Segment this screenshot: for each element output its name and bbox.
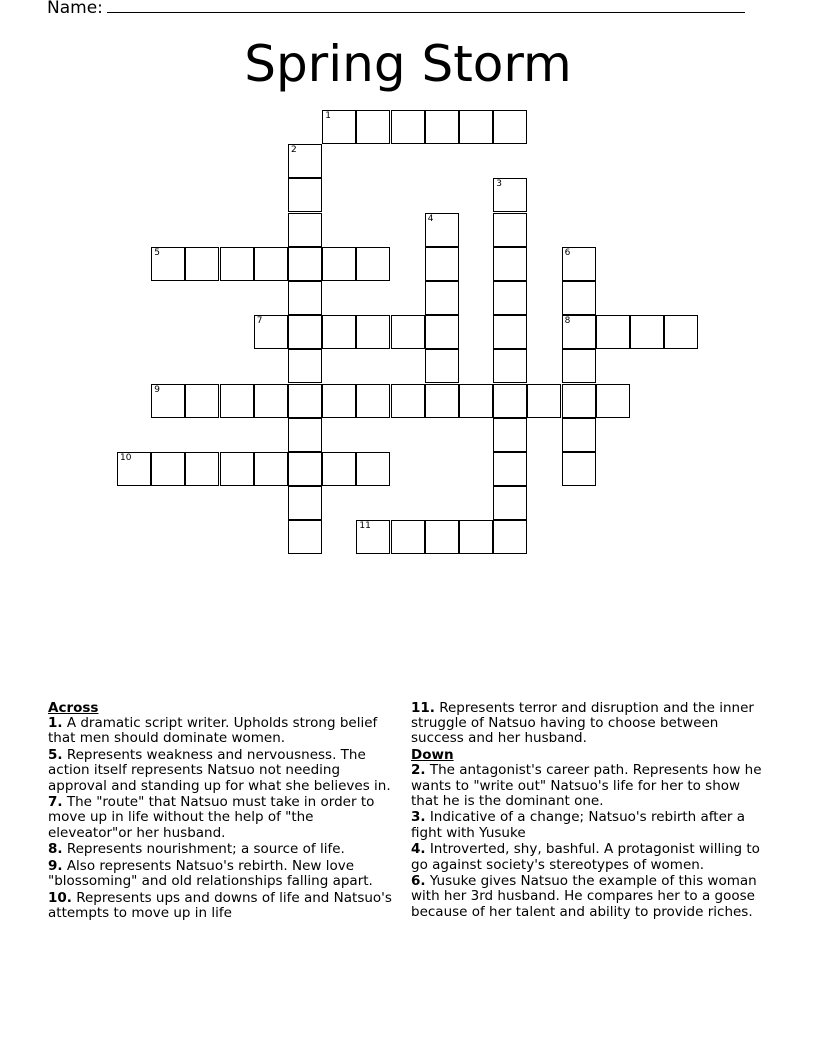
clue-number: 10 xyxy=(120,453,132,463)
clue-text: The antagonist's career path. Represents how he wants to "write out" Natsuo's life for her to show that he is the dominant one. xyxy=(411,762,762,809)
clue-text: Indicative of a change; Natsuo's rebirth after a fight with Yusuke xyxy=(411,809,746,841)
grid-cell[interactable] xyxy=(356,384,390,418)
clue-item xyxy=(48,842,400,857)
clue-text: Represents terror and disruption and the inner struggle of Natsuo having to choose between success and her husband. xyxy=(411,700,754,747)
grid-cell[interactable] xyxy=(562,452,596,486)
clue-text: Represents ups and downs of life and Natsuo's attempts to move up in life xyxy=(48,889,392,922)
grid-cell[interactable] xyxy=(425,315,459,349)
grid-cell[interactable] xyxy=(493,315,527,349)
grid-cell[interactable] xyxy=(493,486,527,520)
grid-cell[interactable] xyxy=(288,178,322,212)
grid-cell[interactable] xyxy=(493,110,527,144)
grid-cell[interactable] xyxy=(322,110,356,144)
clue-item xyxy=(411,810,771,840)
grid-cell[interactable] xyxy=(288,247,322,281)
grid-cell[interactable] xyxy=(220,384,254,418)
grid-cell[interactable] xyxy=(630,315,664,349)
grid-cell[interactable] xyxy=(151,247,185,281)
clue-number-label: 4. xyxy=(411,841,426,858)
grid-cell[interactable] xyxy=(425,384,459,418)
clue-number-label: 7. xyxy=(48,794,63,811)
grid-cell[interactable] xyxy=(185,247,219,281)
clue-number: 11 xyxy=(359,521,371,532)
down-heading: Down xyxy=(411,747,454,764)
clue-number: 3 xyxy=(496,179,502,190)
clue-number: 5 xyxy=(154,247,160,258)
clue-item xyxy=(48,891,400,921)
puzzle-title: Spring Storm xyxy=(244,35,572,93)
clue-number-label: 2. xyxy=(411,762,426,779)
clue-number-label: 5. xyxy=(48,747,63,764)
grid-cell[interactable] xyxy=(254,384,288,418)
clue-item xyxy=(411,874,771,920)
grid-cell[interactable] xyxy=(425,110,459,144)
grid-cell[interactable] xyxy=(562,247,596,281)
clue-number-label: 10. xyxy=(48,889,72,906)
grid-cell[interactable] xyxy=(425,247,459,281)
clue-text: The "route" that Natsuo must take in order to move up in life without the help of "the eleveator"or her husband. xyxy=(48,794,375,841)
grid-cell[interactable] xyxy=(288,452,322,486)
grid-cell[interactable] xyxy=(322,247,356,281)
grid-cell[interactable] xyxy=(493,178,527,212)
grid-cell[interactable] xyxy=(664,315,698,349)
grid-cell[interactable] xyxy=(527,384,561,418)
grid-cell[interactable] xyxy=(493,247,527,281)
clue-number: 4 xyxy=(427,213,434,224)
grid-cell[interactable] xyxy=(493,349,527,383)
clue-number-label: 11. xyxy=(411,700,435,716)
grid-cell[interactable] xyxy=(288,315,322,349)
grid-cell[interactable] xyxy=(322,384,356,418)
name-label: Name: xyxy=(47,0,103,18)
clue-item xyxy=(411,842,771,872)
clue-number: 7 xyxy=(256,316,263,327)
grid-cell[interactable] xyxy=(185,452,219,486)
grid-cell[interactable] xyxy=(288,486,322,520)
clue-text: Yusuke gives Natsuo the example of this woman with her 3rd husband. He compares her to a goose because of her talent and ability to provide riches. xyxy=(411,873,757,920)
grid-cell[interactable] xyxy=(596,315,630,349)
clue-number: 8 xyxy=(564,316,571,327)
clue-item xyxy=(48,748,400,794)
clue-number-label: 8. xyxy=(48,841,63,858)
grid-cell[interactable] xyxy=(459,384,493,418)
grid-cell[interactable] xyxy=(254,452,288,486)
grid-cell[interactable] xyxy=(220,247,254,281)
clue-number: 9 xyxy=(154,384,160,395)
grid-cell[interactable] xyxy=(288,520,322,554)
grid-cell[interactable] xyxy=(493,384,527,418)
grid-cell[interactable] xyxy=(493,520,527,554)
grid-cell[interactable] xyxy=(493,452,527,486)
grid-cell[interactable] xyxy=(356,110,390,144)
grid-cell[interactable] xyxy=(425,281,459,315)
grid-cell[interactable] xyxy=(254,247,288,281)
grid-cell[interactable] xyxy=(425,520,459,554)
clue-item xyxy=(48,859,400,889)
grid-cell[interactable] xyxy=(391,520,425,554)
grid-cell[interactable] xyxy=(391,315,425,349)
grid-cell[interactable] xyxy=(391,110,425,144)
grid-cell[interactable] xyxy=(288,213,322,247)
grid-cell[interactable] xyxy=(562,349,596,383)
grid-cell[interactable] xyxy=(391,384,425,418)
grid-cell[interactable] xyxy=(596,384,630,418)
grid-cell[interactable] xyxy=(220,452,254,486)
grid-cell[interactable] xyxy=(562,315,596,349)
clue-item xyxy=(411,763,771,809)
clue-number-label: 6. xyxy=(411,873,426,890)
grid-cell[interactable] xyxy=(562,384,596,418)
grid-cell[interactable] xyxy=(356,452,390,486)
clue-number-label: 1. xyxy=(48,715,63,732)
clues-column-left xyxy=(48,701,400,923)
grid-cell[interactable] xyxy=(288,144,322,178)
grid-cell[interactable] xyxy=(288,384,322,418)
grid-cell[interactable] xyxy=(562,281,596,315)
grid-cell[interactable] xyxy=(356,315,390,349)
grid-cell[interactable] xyxy=(288,418,322,452)
clue-text: Introverted, shy, bashful. A protagonist willing to go against society's stereotypes of women. xyxy=(411,841,760,873)
grid-cell[interactable] xyxy=(425,349,459,383)
grid-cell[interactable] xyxy=(356,247,390,281)
grid-cell[interactable] xyxy=(254,315,288,349)
grid-cell[interactable] xyxy=(459,520,493,554)
clue-item xyxy=(411,701,771,747)
grid-cell[interactable] xyxy=(493,418,527,452)
clue-text: Represents nourishment; a source of life. xyxy=(62,841,345,858)
grid-cell[interactable] xyxy=(322,452,356,486)
grid-cell[interactable] xyxy=(493,213,527,247)
grid-cell[interactable] xyxy=(185,384,219,418)
clue-text: A dramatic script writer. Upholds strong belief that men should dominate women. xyxy=(48,715,378,747)
clue-number-label: 9. xyxy=(48,858,63,875)
grid-cell[interactable] xyxy=(151,384,185,418)
grid-cell[interactable] xyxy=(425,213,459,247)
clue-number-label: 3. xyxy=(411,809,426,826)
grid-cell[interactable] xyxy=(288,281,322,315)
across-heading: Across xyxy=(48,700,99,716)
grid-cell[interactable] xyxy=(151,452,185,486)
clues-column-right xyxy=(411,701,771,921)
clue-number: 6 xyxy=(564,247,571,258)
grid-cell[interactable] xyxy=(459,110,493,144)
clue-item xyxy=(48,795,400,841)
grid-cell[interactable] xyxy=(493,281,527,315)
clue-number: 1 xyxy=(325,111,331,121)
clue-text: Also represents Natsuo's rebirth. New love "blossoming" and old relationships falling apart. xyxy=(48,858,373,890)
grid-cell[interactable] xyxy=(356,520,390,554)
grid-cell[interactable] xyxy=(562,418,596,452)
clue-text: Represents weakness and nervousness. The action itself represents Natsuo not needing approval and standing up for what she believes in. xyxy=(48,747,391,794)
grid-cell[interactable] xyxy=(322,315,356,349)
grid-cell[interactable] xyxy=(117,452,151,486)
clue-number: 2 xyxy=(291,145,297,156)
clue-item xyxy=(48,716,400,746)
grid-cell[interactable] xyxy=(288,349,322,383)
